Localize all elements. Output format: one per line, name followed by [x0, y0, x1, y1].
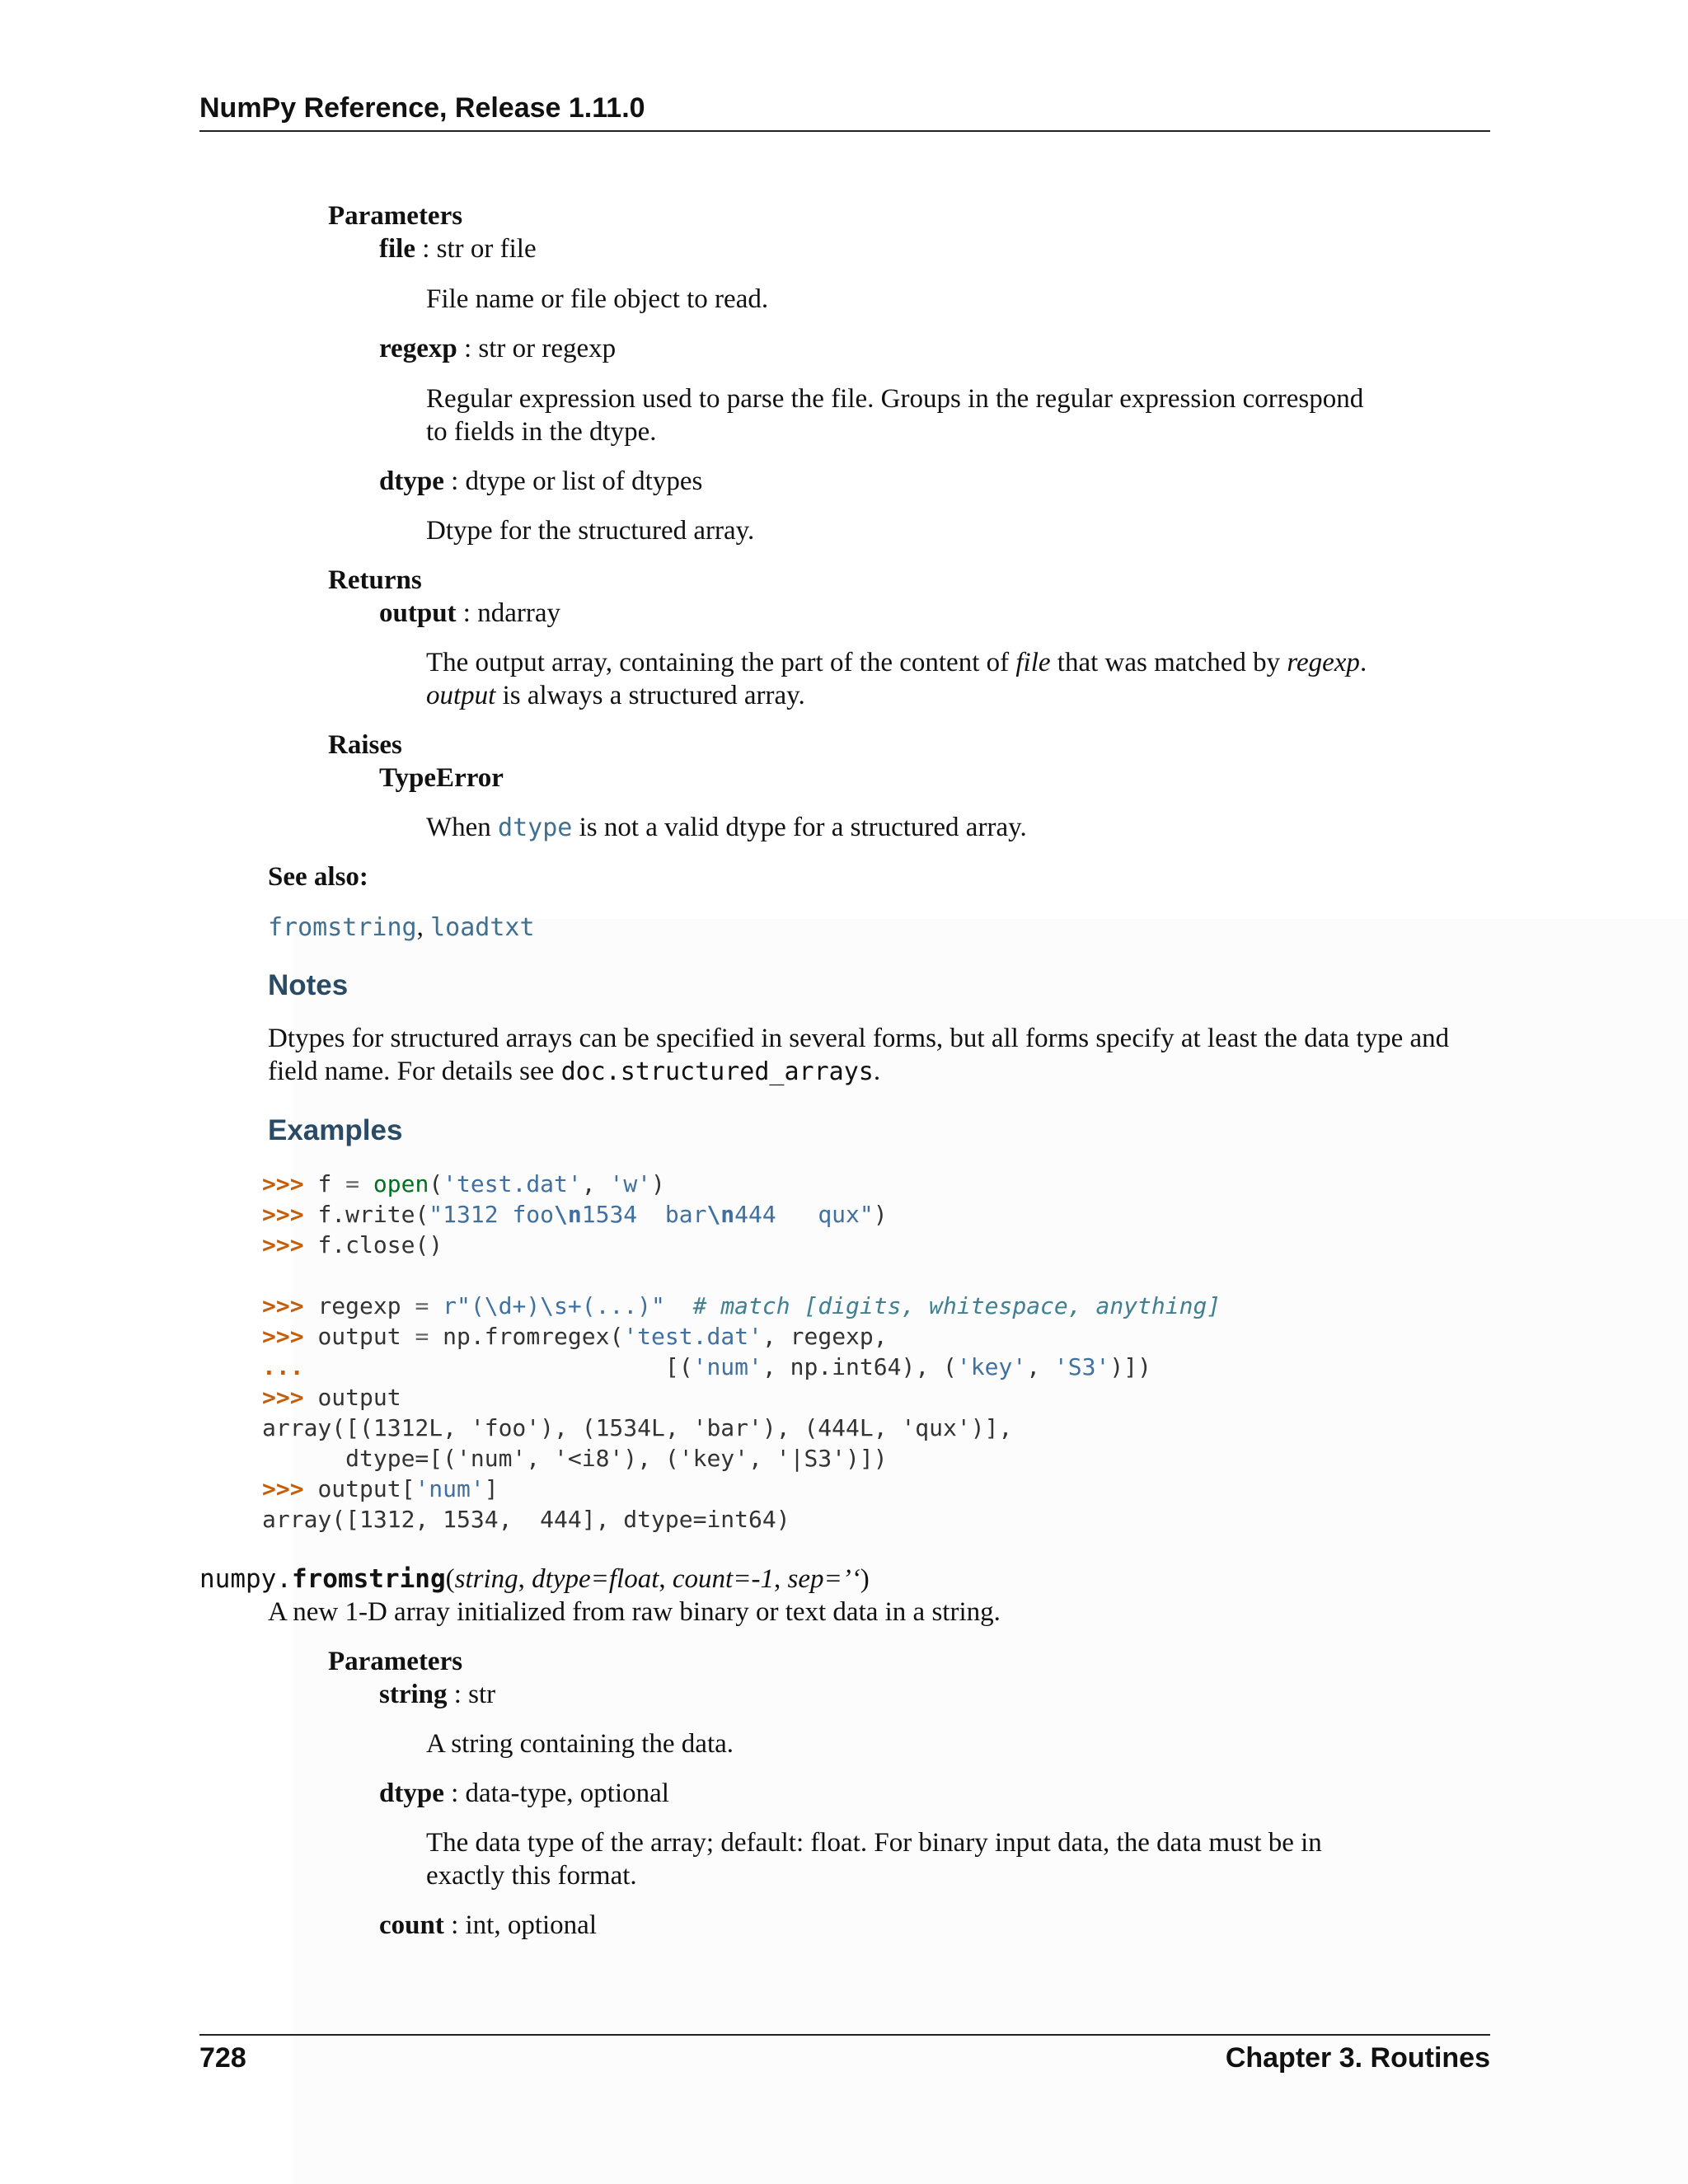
sig-param: dtype=float — [532, 1564, 659, 1594]
params-label: Parameters — [328, 201, 463, 231]
page-number: 728 — [199, 2042, 246, 2074]
prompt: >>> — [262, 1231, 304, 1258]
separator: , — [416, 912, 431, 942]
code-token: = — [415, 1323, 429, 1350]
param-name: count — [379, 1910, 444, 1940]
param-name: string — [379, 1680, 448, 1709]
code-line — [262, 1321, 1490, 1352]
param-name: dtype — [379, 1779, 444, 1808]
code-line-blank — [262, 1260, 1490, 1291]
page-background-shade — [293, 919, 1688, 2184]
notes-line2 — [268, 1055, 880, 1089]
prompt: >>> — [262, 1170, 304, 1197]
text-run-italic: regexp — [1287, 648, 1360, 677]
param-file-desc: File name or file object to read. — [426, 284, 769, 314]
footer-rule — [199, 2034, 1490, 2036]
code-token: np.fromregex( — [443, 1323, 624, 1350]
code-token: = — [345, 1170, 360, 1197]
param-file — [379, 232, 537, 265]
param-type: : str — [447, 1680, 496, 1709]
raises-label: Raises — [328, 730, 402, 760]
param-dtype — [379, 1777, 669, 1810]
sig-param: string — [454, 1564, 518, 1594]
sig-prefix: numpy. — [199, 1564, 292, 1594]
code-token: 1534 bar — [581, 1201, 707, 1228]
fromstring-params-label: Parameters — [328, 1647, 463, 1676]
loadtxt-link[interactable]: loadtxt — [430, 913, 535, 942]
sig-paren: ( — [445, 1564, 455, 1594]
prompt: >>> — [262, 1323, 304, 1350]
code-token: 'key' — [956, 1353, 1027, 1380]
code-token: open — [373, 1170, 429, 1197]
fromstring-signature — [199, 1563, 870, 1596]
code-token: [( — [664, 1353, 693, 1380]
code-token: = — [415, 1292, 429, 1319]
see-also-links — [268, 911, 535, 944]
code-token: output[ — [317, 1475, 415, 1502]
examples-heading: Examples — [268, 1114, 403, 1146]
returns-label: Returns — [328, 565, 422, 595]
param-type: : str or file — [415, 234, 537, 264]
param-regexp-desc-line2: to fields in the dtype. — [426, 417, 657, 447]
code-token: , regexp, — [762, 1323, 888, 1350]
sig-sep: , — [518, 1564, 532, 1594]
code-line — [262, 1169, 1490, 1199]
code-token: ) — [651, 1170, 665, 1197]
code-token: 444 qux" — [734, 1201, 874, 1228]
examples-code-block — [262, 1169, 1490, 1535]
code-token: ] — [484, 1475, 499, 1502]
code-token: 'w' — [609, 1170, 652, 1197]
param-count — [379, 1909, 597, 1942]
prompt: ... — [262, 1353, 304, 1380]
running-header-title: NumPy Reference, Release 1.11.0 — [199, 92, 645, 124]
code-line — [262, 1230, 1490, 1260]
text-run-italic: file — [1015, 648, 1051, 677]
code-token: 'num' — [415, 1475, 485, 1502]
param-type: : int, optional — [443, 1910, 598, 1940]
code-token: , — [581, 1170, 610, 1197]
text-run: When — [426, 813, 499, 842]
param-regexp — [379, 332, 616, 365]
code-output-line: array([(1312L, 'foo'), (1534L, 'bar'), (444L, 'qux')], — [262, 1414, 1013, 1441]
code-token: , np.int64), ( — [762, 1353, 957, 1380]
code-token: f.close() — [317, 1231, 443, 1258]
code-line — [262, 1199, 1490, 1230]
param-dtype — [379, 465, 702, 498]
sig-param: sep=’‘ — [787, 1564, 860, 1594]
code-token: f — [317, 1170, 346, 1197]
code-token: 'num' — [692, 1353, 762, 1380]
sig-name: fromstring — [291, 1564, 446, 1594]
code-token: \n — [554, 1201, 582, 1228]
return-type: : ndarray — [456, 598, 560, 628]
param-dtype-desc-line1: The data type of the array; default: float. For binary input data, the data must be in — [426, 1828, 1322, 1858]
param-name: dtype — [379, 466, 444, 496]
return-desc-line1 — [426, 646, 1367, 679]
code-token: 'S3' — [1053, 1353, 1110, 1380]
code-token: ) — [873, 1201, 888, 1228]
raises-exception: TypeError — [379, 763, 504, 793]
code-token: ( — [429, 1170, 443, 1197]
header-rule — [199, 130, 1490, 132]
inline-code: doc.structured_arrays — [560, 1057, 874, 1086]
code-line — [262, 1352, 1490, 1382]
text-run-italic: output — [426, 681, 496, 710]
param-name: file — [379, 234, 415, 264]
text-run: The output array, containing the part of the content of — [426, 648, 1016, 677]
code-output-line: dtype=[('num', '<i8'), ('key', '|S3')]) — [262, 1445, 888, 1472]
see-also-label: See also: — [268, 862, 368, 892]
dtype-link[interactable]: dtype — [498, 813, 573, 842]
code-line — [262, 1382, 1490, 1413]
code-line — [262, 1474, 1490, 1504]
notes-heading: Notes — [268, 969, 349, 1001]
raises-desc — [426, 811, 1027, 845]
code-token: output — [317, 1384, 401, 1411]
text-run: is not a valid dtype for a structured array. — [572, 813, 1027, 842]
return-output — [379, 597, 560, 630]
text-run: field name. For details see — [268, 1057, 561, 1086]
notes-line1: Dtypes for structured arrays can be specified in several forms, but all forms specify at least the data type and — [268, 1024, 1450, 1053]
text-run: . — [1359, 648, 1367, 677]
text-run: . — [873, 1057, 881, 1086]
code-comment: # match [digits, whitespace, anything] — [692, 1292, 1221, 1319]
code-token: 'test.dat' — [443, 1170, 582, 1197]
prompt: >>> — [262, 1475, 304, 1502]
text-run: is always a structured array. — [495, 681, 805, 710]
param-dtype-desc: Dtype for the structured array. — [426, 516, 755, 546]
prompt: >>> — [262, 1201, 304, 1228]
prompt: >>> — [262, 1292, 304, 1319]
fromstring-link[interactable]: fromstring — [268, 913, 417, 942]
sig-sep: , — [659, 1564, 673, 1594]
code-token: 'test.dat' — [623, 1323, 762, 1350]
code-token: )]) — [1109, 1353, 1151, 1380]
code-token: , — [1026, 1353, 1054, 1380]
param-dtype-desc-line2: exactly this format. — [426, 1861, 637, 1891]
param-name: regexp — [379, 334, 457, 363]
param-string-desc: A string containing the data. — [426, 1729, 734, 1759]
code-token: f.write( — [317, 1201, 429, 1228]
text-run: that was matched by — [1050, 648, 1287, 677]
prompt: >>> — [262, 1384, 304, 1411]
param-type: : str or regexp — [457, 334, 617, 363]
chapter-title: Chapter 3. Routines — [1225, 2042, 1490, 2074]
sig-paren: ) — [860, 1564, 870, 1594]
fromstring-summary: A new 1-D array initialized from raw binary or text data in a string. — [268, 1597, 1001, 1627]
param-string — [379, 1678, 495, 1711]
sig-sep: , — [773, 1564, 788, 1594]
code-token: \n — [706, 1201, 735, 1228]
code-token: r"(\d+)\s+(...)" — [443, 1292, 665, 1319]
return-name: output — [379, 598, 457, 628]
code-output-line: array([1312, 1534, 444], dtype=int64) — [262, 1506, 790, 1533]
param-type: : dtype or list of dtypes — [443, 466, 703, 496]
code-token: regexp — [317, 1292, 415, 1319]
code-token: output — [317, 1323, 415, 1350]
return-desc-line2 — [426, 679, 805, 712]
code-token: "1312 foo — [429, 1201, 555, 1228]
param-type: : data-type, optional — [443, 1779, 669, 1808]
code-line — [262, 1291, 1490, 1321]
code-token — [304, 1353, 665, 1380]
sig-param: count=-1 — [672, 1564, 774, 1594]
param-regexp-desc-line1: Regular expression used to parse the file. Groups in the regular expression correspond — [426, 384, 1364, 414]
